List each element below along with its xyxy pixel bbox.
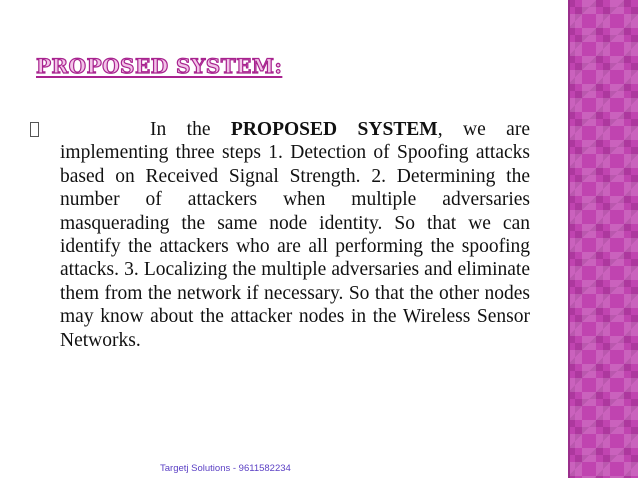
slide-title: PROPOSED SYSTEM: <box>36 54 283 78</box>
square-bullet-icon <box>30 118 60 352</box>
side-panel-edge <box>568 0 570 478</box>
footer-text: Targetj Solutions - 9611582234 <box>160 463 291 474</box>
decorative-side-panel <box>568 0 638 478</box>
paragraph-intro: In the <box>150 119 231 140</box>
body-paragraph <box>60 118 530 352</box>
slide-body <box>30 118 540 352</box>
paragraph-emphasis: PROPOSED SYSTEM <box>230 119 438 140</box>
paragraph-text: , we are implementing three steps 1. Detection of Spoofing attacks based on Received Signal Strength. 2. Determining the number of attackers when multiple adversaries masquerading the same node identity. So that we can identify the attackers who are all performing the spoofing attacks. 3. Localizing the multiple adversaries and eliminate them from the network if necessary. So that the other nodes may know about the attacker nodes in the Wireless Sensor Networks. <box>60 119 530 351</box>
